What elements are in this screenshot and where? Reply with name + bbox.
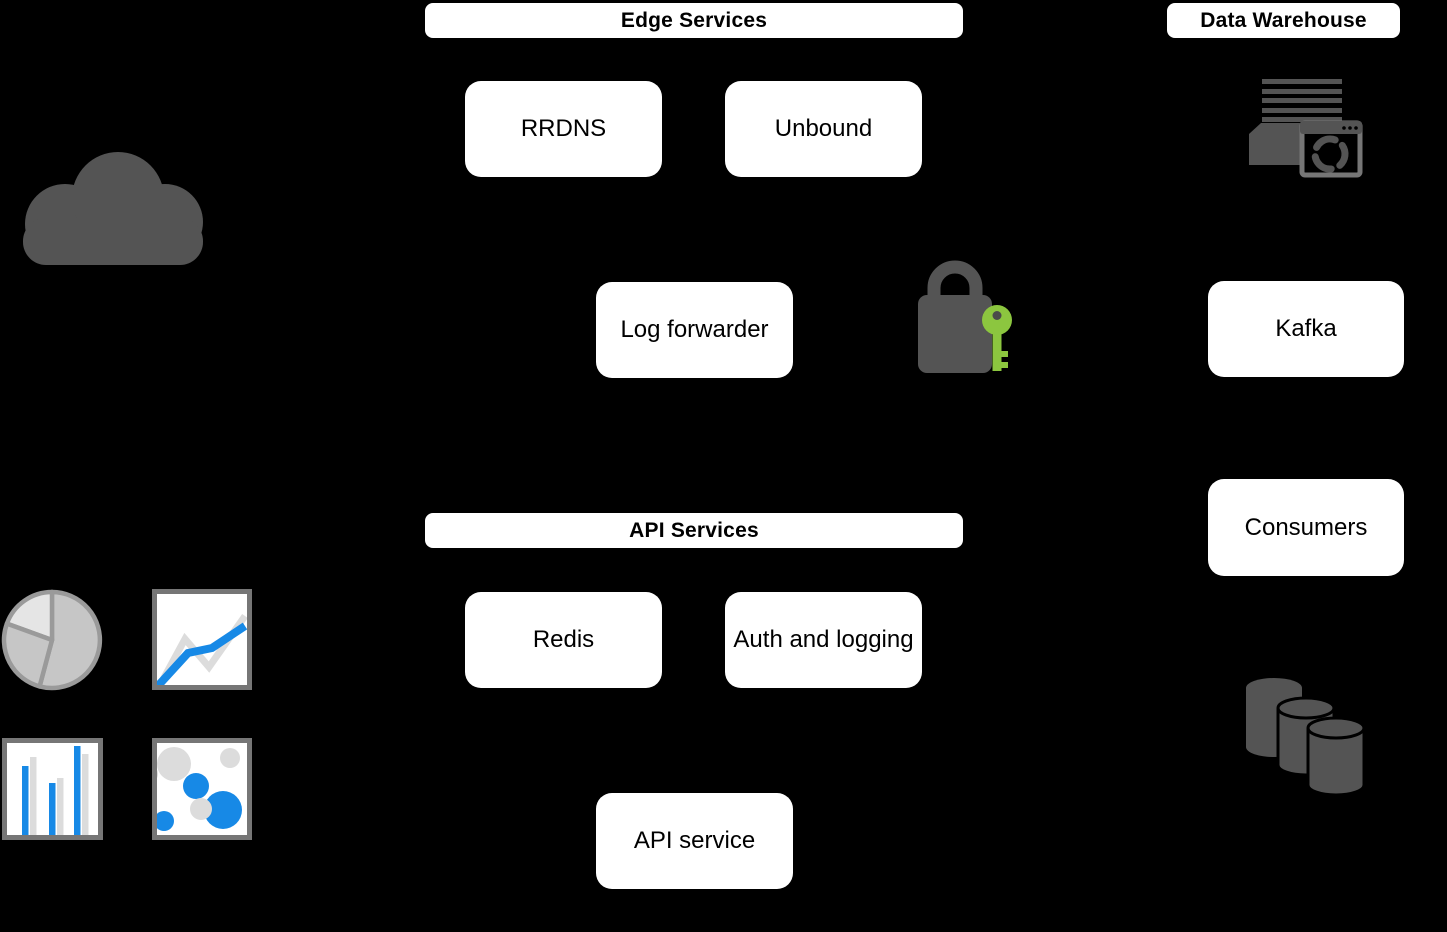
- section-header-label: Edge Services: [620, 8, 768, 32]
- node-log-forwarder: [596, 282, 793, 378]
- lock-and-key-icon: [905, 252, 1020, 377]
- node-consumers: [1208, 479, 1404, 576]
- node-auth-and-logging: [725, 592, 922, 688]
- node-label: Log forwarder: [620, 316, 769, 343]
- node-rrdns: [465, 81, 662, 177]
- bar-chart-icon: [2, 738, 103, 840]
- lock-icon: [918, 267, 992, 373]
- node-unbound: [725, 81, 922, 177]
- bubble-chart-icon: [152, 738, 252, 840]
- section-header-edge-services: [425, 3, 963, 38]
- node-label: Redis: [532, 626, 595, 653]
- cloud-icon: [15, 150, 210, 268]
- database-cylinders-icon: [1240, 668, 1370, 798]
- node-api-service: [596, 793, 793, 889]
- database-cylinder: [1308, 718, 1364, 795]
- sync-window-icon: [1300, 121, 1362, 175]
- data-warehouse-icon: [1240, 70, 1380, 190]
- node-label: Unbound: [774, 115, 873, 142]
- node-label: API service: [633, 827, 756, 854]
- section-header-api-services: [425, 513, 963, 548]
- pie-chart-icon: [0, 588, 104, 692]
- node-label: Kafka: [1275, 315, 1337, 342]
- section-header-data-warehouse: [1167, 3, 1400, 38]
- node-label: RRDNS: [520, 115, 607, 142]
- node-redis: [465, 592, 662, 688]
- node-kafka: [1208, 281, 1404, 377]
- section-header-label: API Services: [629, 518, 759, 542]
- section-header-label: Data Warehouse: [1200, 8, 1367, 32]
- line-chart-icon: [152, 589, 252, 690]
- node-label: Consumers: [1244, 513, 1368, 541]
- folder-icon: [1249, 123, 1300, 165]
- node-label: Auth and logging: [733, 626, 914, 653]
